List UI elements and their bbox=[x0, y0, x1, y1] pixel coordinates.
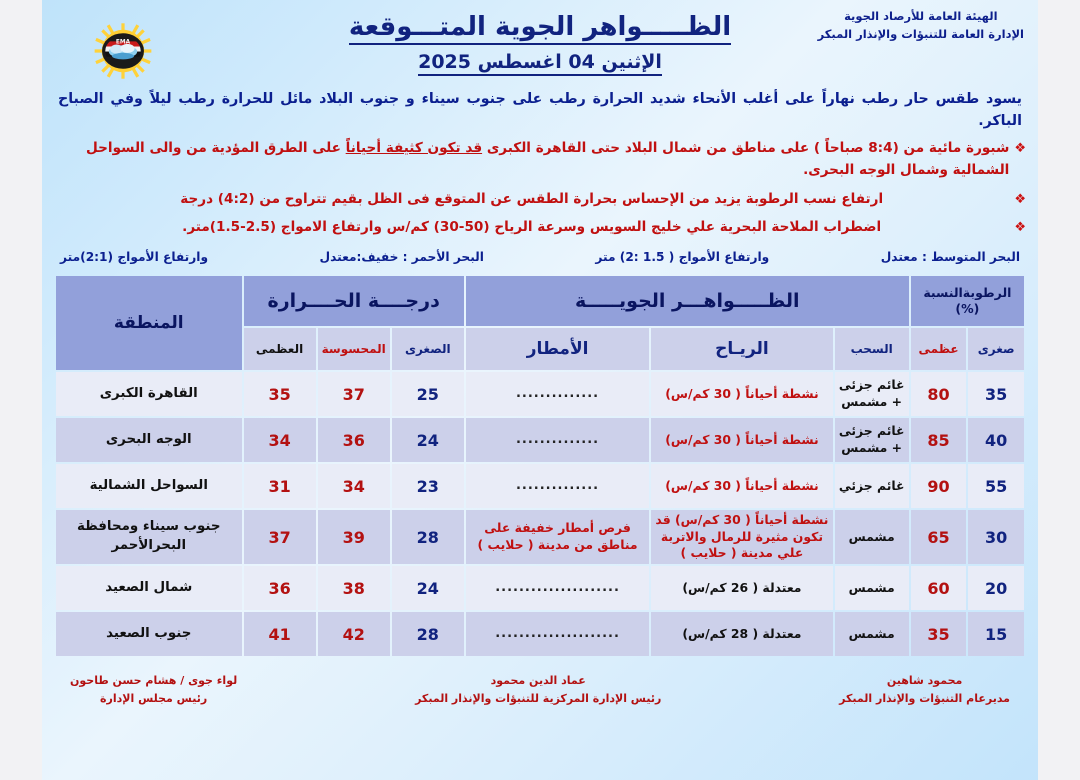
page-date: الإثنين 04 اغسطس 2025 bbox=[418, 51, 662, 76]
cell-temp-min: 28 bbox=[392, 510, 464, 564]
signature-name: محمود شاهين bbox=[886, 674, 963, 688]
cell-region: الوجه البحرى bbox=[56, 418, 242, 462]
col-group-temperature: درجــــة الحــــرارة bbox=[244, 276, 464, 326]
col-header-temp-feels: المحسوسة bbox=[318, 328, 390, 370]
bullet-fog-part2: على الطرق المؤدية من والى السواحل الشمالية وشمال الوجه البحرى. bbox=[86, 140, 1010, 178]
cell-clouds: غائم جزئى + مشمس bbox=[835, 418, 909, 462]
signature-name: عماد الدين محمود bbox=[490, 674, 586, 688]
diamond-bullet-icon: ❖ bbox=[1014, 141, 1026, 156]
col-header-region: المنطقة bbox=[56, 276, 242, 370]
table-row bbox=[56, 464, 1024, 508]
cell-wind: معتدلة ( 26 كم/س) bbox=[651, 566, 832, 610]
cell-wind: نشطة أحياناً ( 30 كم/س) bbox=[651, 418, 832, 462]
cell-rain: ..................... bbox=[466, 612, 649, 656]
cell-region: جنوب سيناء ومحافظة البحرالأحمر bbox=[56, 510, 242, 564]
cell-region: شمال الصعيد bbox=[56, 566, 242, 610]
bullet-text-fog bbox=[54, 138, 1009, 182]
cell-humidity-max: 65 bbox=[911, 510, 967, 564]
org-department-line: الإدارة العامة للتنبؤات والإنذار المبكر bbox=[817, 26, 1024, 41]
page-title: الظـــــواهر الجوية المتـــوقعة bbox=[349, 12, 731, 45]
signature-footer bbox=[42, 662, 1038, 707]
svg-text:EMA: EMA bbox=[115, 39, 131, 46]
cell-humidity-min: 30 bbox=[968, 510, 1024, 564]
col-group-phenomena: الظـــــواهـــر الجويـــــة bbox=[466, 276, 909, 326]
cell-temp-min: 25 bbox=[392, 372, 464, 416]
bullet-list bbox=[42, 132, 1038, 239]
cell-rain: .............. bbox=[466, 418, 649, 462]
forecast-table bbox=[54, 274, 1026, 658]
signature-block-central-head bbox=[415, 672, 661, 707]
table-row bbox=[56, 418, 1024, 462]
col-header-rain: الأمطار bbox=[466, 328, 649, 370]
bullet-fog-part1: شبورة مائية من (8:4 صباحاً ) على مناطق من شمال البلاد حتى القاهرة الكبرى bbox=[482, 140, 1010, 156]
bullet-item-humidity bbox=[54, 189, 1026, 211]
table-row bbox=[56, 372, 1024, 416]
signature-role: رئيس الإدارة المركزية للتنبؤات والإنذار المبكر bbox=[415, 691, 662, 705]
title-block bbox=[42, 12, 1038, 76]
cell-rain: فرص أمطار خفيفة على مناطق من مدينة ( حلايب ) bbox=[466, 510, 649, 564]
bullet-fog-emphasis: قد تكون كثيفة أحياناً bbox=[345, 140, 483, 156]
cell-humidity-max: 85 bbox=[911, 418, 967, 462]
table-row bbox=[56, 510, 1024, 564]
cell-wind: نشطة أحياناً ( 30 كم/س) bbox=[651, 372, 832, 416]
signature-block-director bbox=[839, 672, 1010, 707]
cell-temp-feels: 34 bbox=[318, 464, 390, 508]
cell-wind: نشطة أحياناً ( 30 كم/س) bbox=[651, 464, 832, 508]
cell-clouds: مشمس bbox=[835, 566, 909, 610]
col-header-clouds: السحب bbox=[835, 328, 909, 370]
table-row bbox=[56, 612, 1024, 656]
cell-clouds: غائم جزئى + مشمس bbox=[835, 372, 909, 416]
signature-name: لواء جوى / هشام حسن طاحون bbox=[70, 674, 238, 688]
cell-rain: .............. bbox=[466, 372, 649, 416]
cell-temp-max: 41 bbox=[244, 612, 316, 656]
org-authority-line: الهيئة العامة للأرصاد الجوية bbox=[844, 9, 998, 23]
cell-temp-max: 35 bbox=[244, 372, 316, 416]
cell-clouds: مشمس bbox=[835, 510, 909, 564]
cell-region: القاهرة الكبرى bbox=[56, 372, 242, 416]
forecast-table-body bbox=[56, 372, 1024, 656]
sea-red-sea: البحر الأحمر : خفيف:معتدل bbox=[319, 250, 484, 264]
bullet-item-fog bbox=[54, 138, 1026, 182]
forecast-table-wrap bbox=[42, 264, 1038, 658]
cell-temp-feels: 42 bbox=[318, 612, 390, 656]
sea-red-sea-waves: وارتفاع الأمواج (2:1)متر bbox=[60, 250, 209, 264]
cell-humidity-min: 35 bbox=[968, 372, 1024, 416]
col-header-temp-max: العظمى bbox=[244, 328, 316, 370]
cell-clouds: مشمس bbox=[835, 612, 909, 656]
cell-rain: .............. bbox=[466, 464, 649, 508]
cell-temp-min: 28 bbox=[392, 612, 464, 656]
forecast-summary: يسود طقس حار رطب نهاراً على أغلب الأنحاء شديد الحرارة رطب على جنوب سيناء و جنوب البلاد مائل للحرارة رطب ليلاً وفي الصباح الباكر. bbox=[58, 91, 1022, 129]
cell-temp-max: 36 bbox=[244, 566, 316, 610]
cell-region: جنوب الصعيد bbox=[56, 612, 242, 656]
sea-conditions-row bbox=[42, 246, 1038, 264]
col-header-humidity-max: عظمى bbox=[911, 328, 967, 370]
col-group-humidity: الرطوبةالنسبة (%) bbox=[911, 276, 1024, 326]
cell-humidity-max: 60 bbox=[911, 566, 967, 610]
cell-humidity-min: 15 bbox=[968, 612, 1024, 656]
cell-humidity-min: 55 bbox=[968, 464, 1024, 508]
cell-temp-feels: 39 bbox=[318, 510, 390, 564]
cell-humidity-min: 20 bbox=[968, 566, 1024, 610]
cell-humidity-min: 40 bbox=[968, 418, 1024, 462]
bullet-text-marine: اضطراب الملاحة البحرية علي خليج السويس وسرعة الرياح (50-30) كم/س وارتفاع الامواج (2.5-1.5)متر. bbox=[182, 219, 882, 236]
cell-temp-feels: 37 bbox=[318, 372, 390, 416]
sea-mediterranean-waves: وارتفاع الأمواج ( 1.5 :2) متر bbox=[595, 250, 770, 264]
page-header bbox=[42, 0, 1038, 86]
col-header-wind: الريـاح bbox=[651, 328, 832, 370]
cell-humidity-max: 35 bbox=[911, 612, 967, 656]
cell-humidity-max: 80 bbox=[911, 372, 967, 416]
cell-temp-min: 24 bbox=[392, 566, 464, 610]
cell-clouds: غائم جزئي bbox=[835, 464, 909, 508]
cell-temp-min: 24 bbox=[392, 418, 464, 462]
table-row bbox=[56, 566, 1024, 610]
cell-temp-feels: 36 bbox=[318, 418, 390, 462]
col-header-humidity-min: صغرى bbox=[968, 328, 1024, 370]
cell-temp-feels: 38 bbox=[318, 566, 390, 610]
cell-temp-max: 37 bbox=[244, 510, 316, 564]
cell-wind: معتدلة ( 28 كم/س) bbox=[651, 612, 832, 656]
forecast-page bbox=[42, 0, 1038, 780]
sea-mediterranean: البحر المتوسط : معتدل bbox=[880, 250, 1020, 264]
diamond-bullet-icon: ❖ bbox=[1014, 191, 1026, 207]
cell-temp-max: 34 bbox=[244, 418, 316, 462]
signature-role: مديرعام التنبؤات والإنذار المبكر bbox=[839, 691, 1010, 705]
cell-rain: ..................... bbox=[466, 566, 649, 610]
col-header-temp-min: الصغرى bbox=[392, 328, 464, 370]
cell-wind: نشطة أحياناً ( 30 كم/س) قد تكون مثيرة للرمال والاتربة علي مدينة ( حلايب ) bbox=[651, 510, 832, 564]
cell-temp-min: 23 bbox=[392, 464, 464, 508]
cell-region: السواحل الشمالية bbox=[56, 464, 242, 508]
cell-temp-max: 31 bbox=[244, 464, 316, 508]
signature-role: رئيس مجلس الإدارة bbox=[100, 691, 208, 705]
bullet-text-humidity: ارتفاع نسب الرطوبة يزيد من الإحساس بحرارة الطقس عن المتوقع فى الظل بقيم تتراوح من (4:2) درجة bbox=[180, 190, 884, 207]
table-group-header-row bbox=[56, 276, 1024, 326]
diamond-bullet-icon: ❖ bbox=[1014, 220, 1026, 236]
cell-humidity-max: 90 bbox=[911, 464, 967, 508]
signature-block-chairman bbox=[70, 672, 237, 707]
bullet-item-marine bbox=[54, 217, 1026, 239]
